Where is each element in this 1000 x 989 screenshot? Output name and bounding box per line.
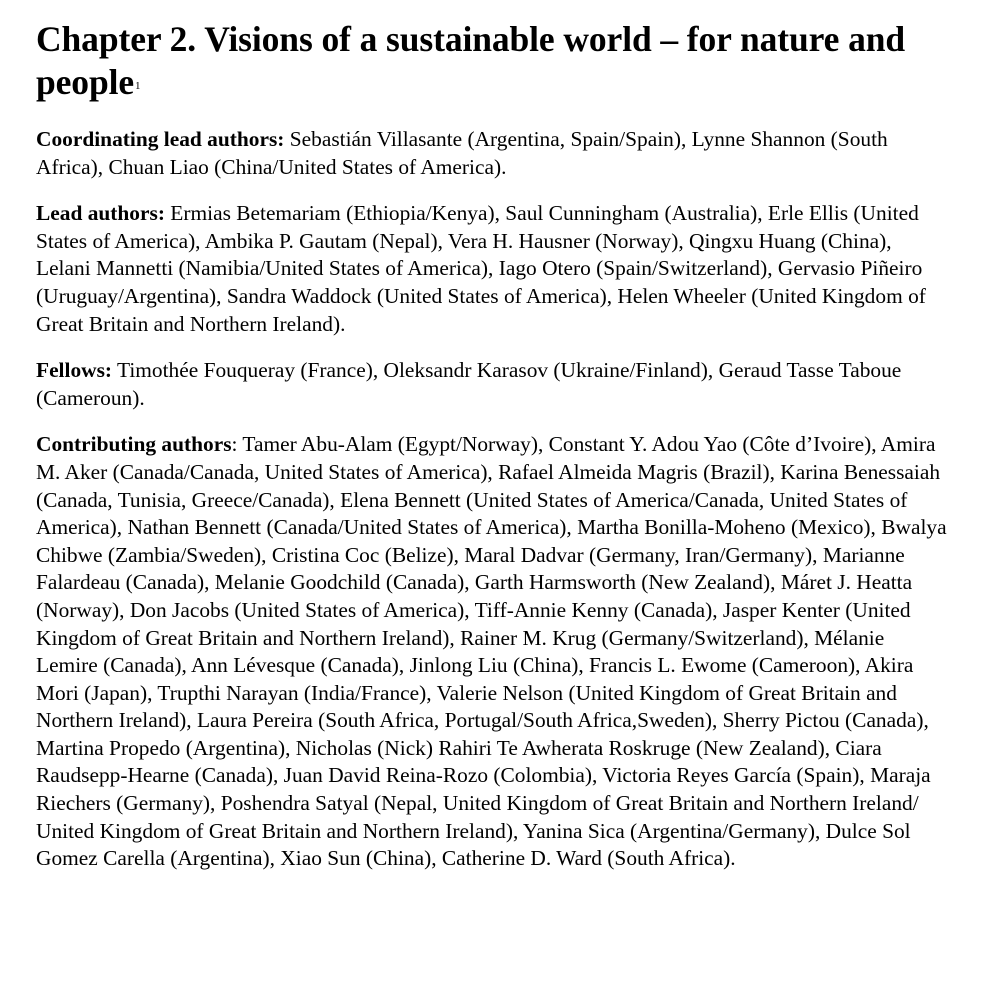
lead-authors-paragraph bbox=[36, 200, 950, 338]
coordinating-lead-authors-label: Coordinating lead authors: bbox=[36, 127, 285, 151]
contributing-authors-label: Contributing authors bbox=[36, 432, 232, 457]
contributing-authors-list: : Tamer Abu-Alam (Egypt/Norway), Constant Y. Adou Yao (Côte d’Ivoire), Amira M. Aker (Canada/Canada, United States of America), Rafael Almeida Magris (Brazil), Karina Benessaiah (Canada, Tunisia, Greece/Canada), Elena Bennett (United States of America/Canada, United States of America), Nathan Bennett (Canada/United States of America), Martha Bonilla-Moheno (Mexico), Bwalya Chibwe (Zambia/Sweden), Cristina Coc (Belize), Maral Dadvar (Germany, Iran/Germany), Marianne Falardeau (Canada), Melanie Goodchild (Canada), Garth Harmsworth (New Zealand), Máret J. Heatta (Norway), Don Jacobs (United States of America), Tiff-Annie Kenny (Canada), Jasper Kenter (United Kingdom of Great Britain and Northern Ireland), Rainer M. Krug (Germany/Switzerland), Mélanie Lemire (Canada), Ann Lévesque (Canada), Jinlong Liu (China), Francis L. Ewome (Cameroon), Akira Mori (Japan), Trupthi Narayan (India/France), Valerie Nelson (United Kingdom of Great Britain and Northern Ireland), Laura Pereira (South Africa, Portugal/South Africa,Sweden), Sherry Pictou (Canada), Martina Propedo (Argentina), Nicholas (Nick) Rahiri Te Awherata Roskruge (New Zealand), Ciara Raudsepp-Hearne (Canada), Juan David Reina-Rozo (Colombia), Victoria Reyes García (Spain), Maraja Riechers (Germany), Poshendra Satyal (Nepal, United Kingdom of Great Britain and Northern Ireland/ United Kingdom of Great Britain and Northern Ireland), Yanina Sica (Argentina/Germany), Dulce Sol Gomez Carella (Argentina), Xiao Sun (China), Catherine D. Ward (South Africa). bbox=[36, 432, 947, 871]
fellows-list: Timothée Fouqueray (France), Oleksandr Karasov (Ukraine/Finland), Geraud Tasse Taboue (Cameroun). bbox=[36, 358, 902, 410]
fellows-paragraph bbox=[36, 357, 950, 412]
lead-authors-label: Lead authors: bbox=[36, 201, 165, 226]
chapter-title-text: Chapter 2. Visions of a sustainable world – for nature and people bbox=[36, 19, 906, 102]
contributing-authors-paragraph bbox=[36, 431, 950, 873]
coordinating-lead-authors-paragraph bbox=[36, 126, 950, 181]
lead-authors-list: Ermias Betemariam (Ethiopia/Kenya), Saul Cunningham (Australia), Erle Ellis (United States of America), Ambika P. Gautam (Nepal), Vera H. Hausner (Norway), Qingxu Huang (China), Lelani Mannetti (Namibia/United States of America), Iago Otero (Spain/Switzerland), Gervasio Piñeiro (Uruguay/Argentina), Sandra Waddock (United States of America), Helen Wheeler (United Kingdom of Great Britain and Northern Ireland). bbox=[36, 201, 926, 336]
fellows-label: Fellows: bbox=[36, 358, 113, 383]
chapter-title bbox=[36, 18, 950, 104]
footnote-marker[interactable]: 1 bbox=[135, 80, 141, 92]
coordinating-lead-authors-list: Sebastián Villasante (Argentina, Spain/Spain), Lynne Shannon (South Africa), Chuan Liao (China/United States of America). bbox=[36, 127, 888, 179]
